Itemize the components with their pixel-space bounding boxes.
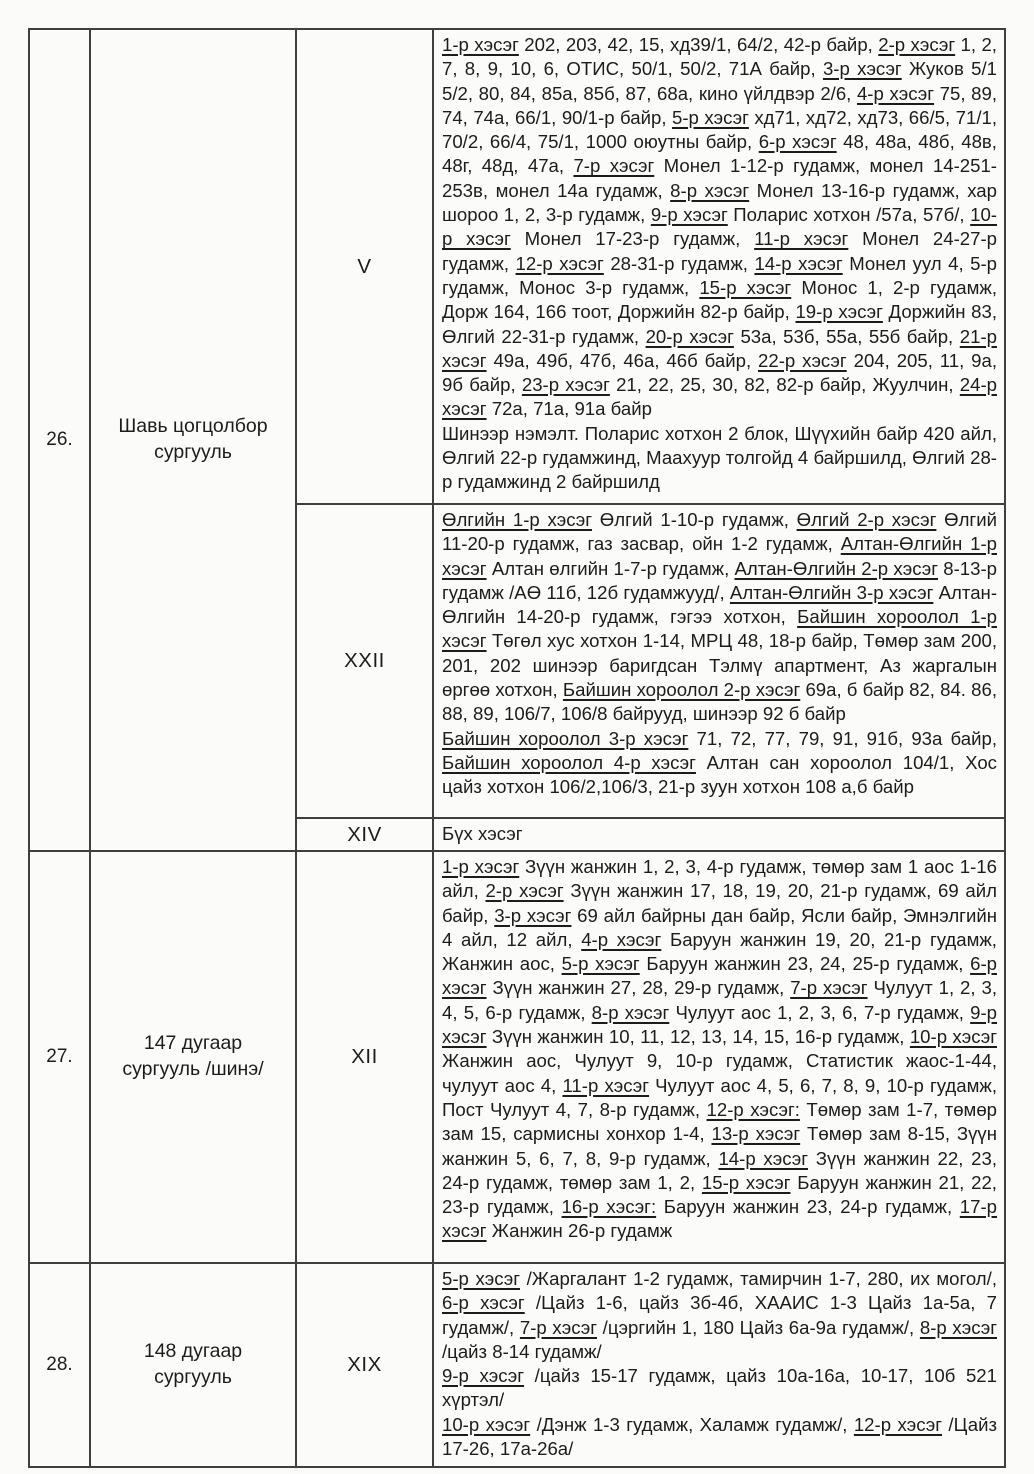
section-header: 17-р хэсэг: [442, 1196, 997, 1242]
school-districts-table: [28, 28, 1006, 1468]
section-header: 14-р хэсэг: [718, 1147, 808, 1169]
district-text: 202, 203, 42, 15, хд39/1, 64/2, 42-р байр,: [518, 34, 879, 55]
section-header: 8-р хэсэг: [591, 1001, 670, 1023]
district-paragraph: [442, 1413, 997, 1462]
section-header: 7-р хэсэг: [790, 977, 868, 999]
district-text: Өлгий 1-10-р гудамж,: [592, 509, 797, 530]
section-header: Өлгий 2-р хэсэг: [796, 509, 937, 530]
district-text: Алтан-Өлгийн 14-20-р гудамж, гэгээ хотхон,: [442, 581, 998, 628]
district-text: 1, 2, 7, 8, 9, 10, 6, ОТИС, 50/1, 50/2, 71А байр,: [442, 34, 997, 80]
row-number: 28.: [29, 1263, 90, 1467]
district-paragraph: [442, 508, 997, 727]
district-text: Зүүн жанжин 17, 18, 19, 20, 21-р гудамж, 69 айл байр,: [442, 880, 997, 926]
section-header: 16-р хэсэг:: [561, 1196, 657, 1218]
district-text: Монел 1-12-р гудамж, монел 14-251-253в, монел 14а гудамж,: [442, 155, 997, 201]
district-text: /Дэнж 1-3 гудамж, Халамж гудамж/,: [530, 1413, 854, 1435]
section-header: 3-р хэсэг: [822, 58, 902, 80]
section-header: 1-р хэсэг: [442, 856, 520, 877]
table-body: [29, 29, 1005, 1467]
district-text: Жанжин аос, Чулуут 9, 10-р гудамж, Статистик жаос-1-44, чулуут аос 4,: [442, 1050, 997, 1096]
district-text: Өлгий 11-20-р гудамж, газ засвар, ойн 1-2 гудамж,: [442, 509, 997, 555]
section-header: 20-р хэсэг: [645, 325, 734, 347]
table-row: [29, 851, 1005, 1263]
section-header: 12-р хэсэг: [853, 1413, 943, 1435]
district-text: Төгөл хус хотхон 1-14, МРЦ 48, 18-р байр, Төмөр зам 200, 201, 202 шинээр баригдсан Тэлмү апартмент, Аз жаргалын өргөө хотхон,: [442, 630, 997, 701]
section-header: 19-р хэсэг: [795, 301, 883, 323]
section-header: 10-р хэсэг: [909, 1026, 997, 1048]
section-districts: [433, 504, 1005, 818]
district-paragraph: [442, 822, 997, 846]
table-row: [29, 29, 1005, 504]
school-name: 147 дугаар сургууль /шинэ/: [90, 851, 296, 1263]
district-text: /Цайз 1-6, цайз 3б-4б, ХААИС 1-3 Цайз 1а-5а, 7 гудамж/,: [442, 1292, 997, 1338]
section-roman-numeral: XIV: [296, 818, 433, 851]
district-text: Монел 24-27-р гудамж,: [442, 228, 997, 274]
section-header: 9-р хэсэг: [650, 204, 728, 226]
section-header: 23-р хэсэг: [521, 374, 610, 396]
section-header: 3-р хэсэг: [494, 904, 572, 926]
district-text: 69 айл байрны дан байр, Ясли байр, Эмнэлгийн 4 айл, 12 айл,: [442, 904, 997, 950]
district-paragraph: [442, 1267, 997, 1364]
district-text: Төмөр зам 1-7, төмөр зам 15, сармисны хонхор 1-4,: [442, 1098, 997, 1145]
section-districts: [433, 851, 1005, 1263]
section-header: 9-р хэсэг: [442, 1365, 525, 1387]
section-header: Байшин хороолол 2-р хэсэг: [562, 679, 801, 701]
section-header: 5-р хэсэг: [671, 106, 749, 128]
table-row: [29, 1263, 1005, 1467]
section-roman-numeral: XIX: [296, 1263, 433, 1467]
district-paragraph: [442, 855, 997, 1244]
district-text: 75, 89, 74, 74а, 66/1, 90/1-р байр,: [442, 82, 998, 128]
row-number: 26.: [29, 29, 90, 851]
district-text: 8-13-р гудамж /АӨ 11б, 12б гудамжууд/,: [442, 557, 997, 603]
section-header: 12-р хэсэг:: [706, 1098, 800, 1120]
district-text: Зүүн жанжин 1, 2, 3, 4-р гудамж, төмөр зам 1 аос 1-16 айл,: [442, 856, 997, 902]
section-header: 11-р хэсэг: [562, 1074, 650, 1096]
section-header: 5-р хэсэг: [561, 953, 640, 975]
district-text: 28-31-р гудамж,: [603, 252, 755, 274]
section-header: 11-р хэсэг: [754, 228, 849, 250]
section-header: 13-р хэсэг: [711, 1123, 801, 1145]
section-districts: [433, 29, 1005, 504]
section-header: 6-р хэсэг: [442, 1292, 525, 1314]
section-header: 10-р хэсэг: [442, 1413, 531, 1435]
district-text: Чулуут 1, 2, 3, 4, 5, 6-р гудамж,: [442, 977, 997, 1023]
section-header: 7-р хэсэг: [519, 1316, 597, 1338]
section-header: 22-р хэсэг: [758, 349, 847, 371]
section-header: 15-р хэсэг: [701, 1171, 791, 1193]
district-text: Поларис хотхон /57а, 57б/,: [727, 204, 971, 226]
section-header: 1-р хэсэг: [442, 34, 519, 55]
section-header: 12-р хэсэг: [515, 252, 604, 274]
district-text: /цэргийн 1, 180 Цайз 6а-9а гудамж/,: [597, 1316, 920, 1338]
district-text: Монел 13-16-р гудамж, хар шороо 1, 2, 3-р гудамж,: [442, 179, 997, 226]
district-text: 72а, 71а, 91а байр: [486, 398, 652, 420]
school-name: Шавь цогцолбор сургууль: [90, 29, 296, 851]
district-text: Монел уул 4, 5-р гудамж, Монос 3-р гудамж,: [442, 252, 997, 298]
section-roman-numeral: V: [296, 29, 433, 504]
district-text: 49а, 49б, 47б, 46а, 46б байр,: [486, 349, 759, 371]
district-paragraph: [442, 422, 997, 495]
district-text: Жанжин 26-р гудамж: [486, 1220, 673, 1242]
district-text: 48, 48а, 48б, 48в, 48г, 48д, 47а,: [442, 131, 997, 177]
section-header: 5-р хэсэг: [442, 1268, 521, 1289]
section-header: Байшин хороолол 3-р хэсэг: [442, 727, 689, 749]
district-text: 204, 205, 11, 9а, 9б байр,: [442, 349, 998, 396]
district-text: Баруун жанжин 19, 20, 21-р гудамж, Жанжин аос,: [442, 928, 997, 975]
section-header: Байшин хороолол 4-р хэсэг: [442, 751, 696, 773]
section-header: Өлгийн 1-р хэсэг: [442, 509, 593, 530]
section-roman-numeral: XXII: [296, 504, 433, 818]
section-header: 15-р хэсэг: [699, 276, 792, 298]
section-header: 2-р хэсэг: [485, 880, 564, 902]
row-number: 27.: [29, 851, 90, 1263]
section-header: 14-р хэсэг: [754, 252, 843, 274]
section-header: Алтан-Өлгийн 3-р хэсэг: [729, 581, 934, 603]
district-text: Төмөр зам 8-15, Зүүн жанжин 5, 6, 7, 8, 9-р гудамж,: [442, 1123, 997, 1169]
section-header: 9-р хэсэг: [442, 1001, 997, 1048]
district-text: Доржийн 83, Өлгий 22-31-р гудамж,: [442, 301, 997, 347]
district-text: Зүүн жанжин 27, 28, 29-р гудамж,: [486, 977, 791, 999]
district-text: Баруун жанжин 23, 24-р гудамж,: [656, 1196, 960, 1218]
section-header: 8-р хэсэг: [919, 1316, 997, 1338]
section-header: 4-р хэсэг: [581, 928, 662, 950]
section-header: 21-р хэсэг: [442, 325, 997, 371]
district-text: /цайз 15-17 гудамж, цайз 10а-16а, 10-17, 10б 521 хүртэл/: [442, 1365, 997, 1411]
district-text: 21, 22, 25, 30, 82, 82-р байр, Жуулчин,: [609, 374, 960, 396]
section-roman-numeral: XII: [296, 851, 433, 1263]
section-header: Алтан-Өлгийн 1-р хэсэг: [442, 533, 997, 579]
district-text: /цайз 8-14 гудамж/: [442, 1340, 602, 1362]
section-header: 2-р хэсэг: [878, 34, 956, 55]
section-header: 6-р хэсэг: [758, 131, 837, 153]
school-name: 148 дугаар сургууль: [90, 1263, 296, 1467]
district-text: Баруун жанжин 23, 24, 25-р гудамж,: [639, 953, 971, 975]
district-paragraph: [442, 33, 997, 422]
district-text: Шинээр нэмэлт. Поларис хотхон 2 блок, Шүүхийн байр 420 айл, Өлгий 22-р гудамжинд, Маахуур толгойд 4 байршилд, Өлгий 28-р гудамжинд 2 байршилд: [442, 422, 997, 493]
district-text: Чулуут аос 4, 5, 6, 7, 8, 9, 10-р гудамж, Пост Чулуут 4, 7, 8-р гудамж,: [442, 1074, 997, 1120]
section-header: Алтан-Өлгийн 2-р хэсэг: [734, 557, 938, 579]
section-header: 10-р хэсэг: [442, 204, 997, 250]
district-text: хд71, хд72, хд73, 66/5, 71/1, 70/2, 66/4, 75/1, 1000 оюутны байр,: [442, 106, 997, 153]
district-text: Бүх хэсэг: [442, 823, 523, 845]
district-text: Алтан сан хороолол 104/1, Хос цайз хотхон 106/2,106/3, 21-р зуун хотхон 108 а,б байр: [442, 751, 997, 798]
section-header: Байшин хороолол 1-р хэсэг: [442, 606, 997, 652]
district-text: Чулуут аос 1, 2, 3, 6, 7-р гудамж,: [669, 1001, 971, 1023]
section-districts: [433, 1263, 1005, 1467]
district-text: 53а, 53б, 55а, 55б байр,: [733, 325, 960, 347]
district-paragraph: [442, 1364, 997, 1413]
section-districts: [433, 818, 1005, 851]
district-text: /Жаргалант 1-2 гудамж, тамирчин 1-7, 280, их могол/,: [520, 1268, 997, 1289]
district-paragraph: [442, 727, 997, 800]
district-text: Баруун жанжин 21, 22, 23-р гудамж,: [442, 1171, 997, 1218]
district-text: /Цайз 17-26, 17а-26а/: [442, 1413, 997, 1460]
section-header: 8-р хэсэг: [670, 179, 750, 201]
section-header: 24-р хэсэг: [442, 374, 998, 420]
section-header: 6-р хэсэг: [442, 953, 997, 999]
section-header: 4-р хэсэг: [856, 82, 935, 104]
district-text: Монос 1, 2-р гудамж, Дорж 164, 166 тоот, Доржийн 82-р байр,: [442, 276, 998, 323]
district-text: 69а, б байр 82, 84. 86, 88, 89, 106/7, 106/8 байрууд, шинээр 92 б байр: [442, 679, 997, 725]
district-text: 71, 72, 77, 79, 91, 91б, 93а байр,: [688, 727, 997, 749]
section-header: 7-р хэсэг: [573, 155, 655, 177]
district-text: Монел 17-23-р гудамж,: [510, 228, 755, 250]
district-text: Зүүн жанжин 10, 11, 12, 13, 14, 15, 16-р гудамж,: [486, 1026, 910, 1048]
district-text: Жуков 5/1 5/2, 80, 84, 85а, 85б, 87, 68а, кино үйлдвэр 2/6,: [442, 58, 997, 104]
district-text: Зүүн жанжин 22, 23, 24-р гудамж, төмөр зам 1, 2,: [442, 1147, 997, 1193]
district-text: Алтан өлгийн 1-7-р гудамж,: [486, 557, 735, 579]
